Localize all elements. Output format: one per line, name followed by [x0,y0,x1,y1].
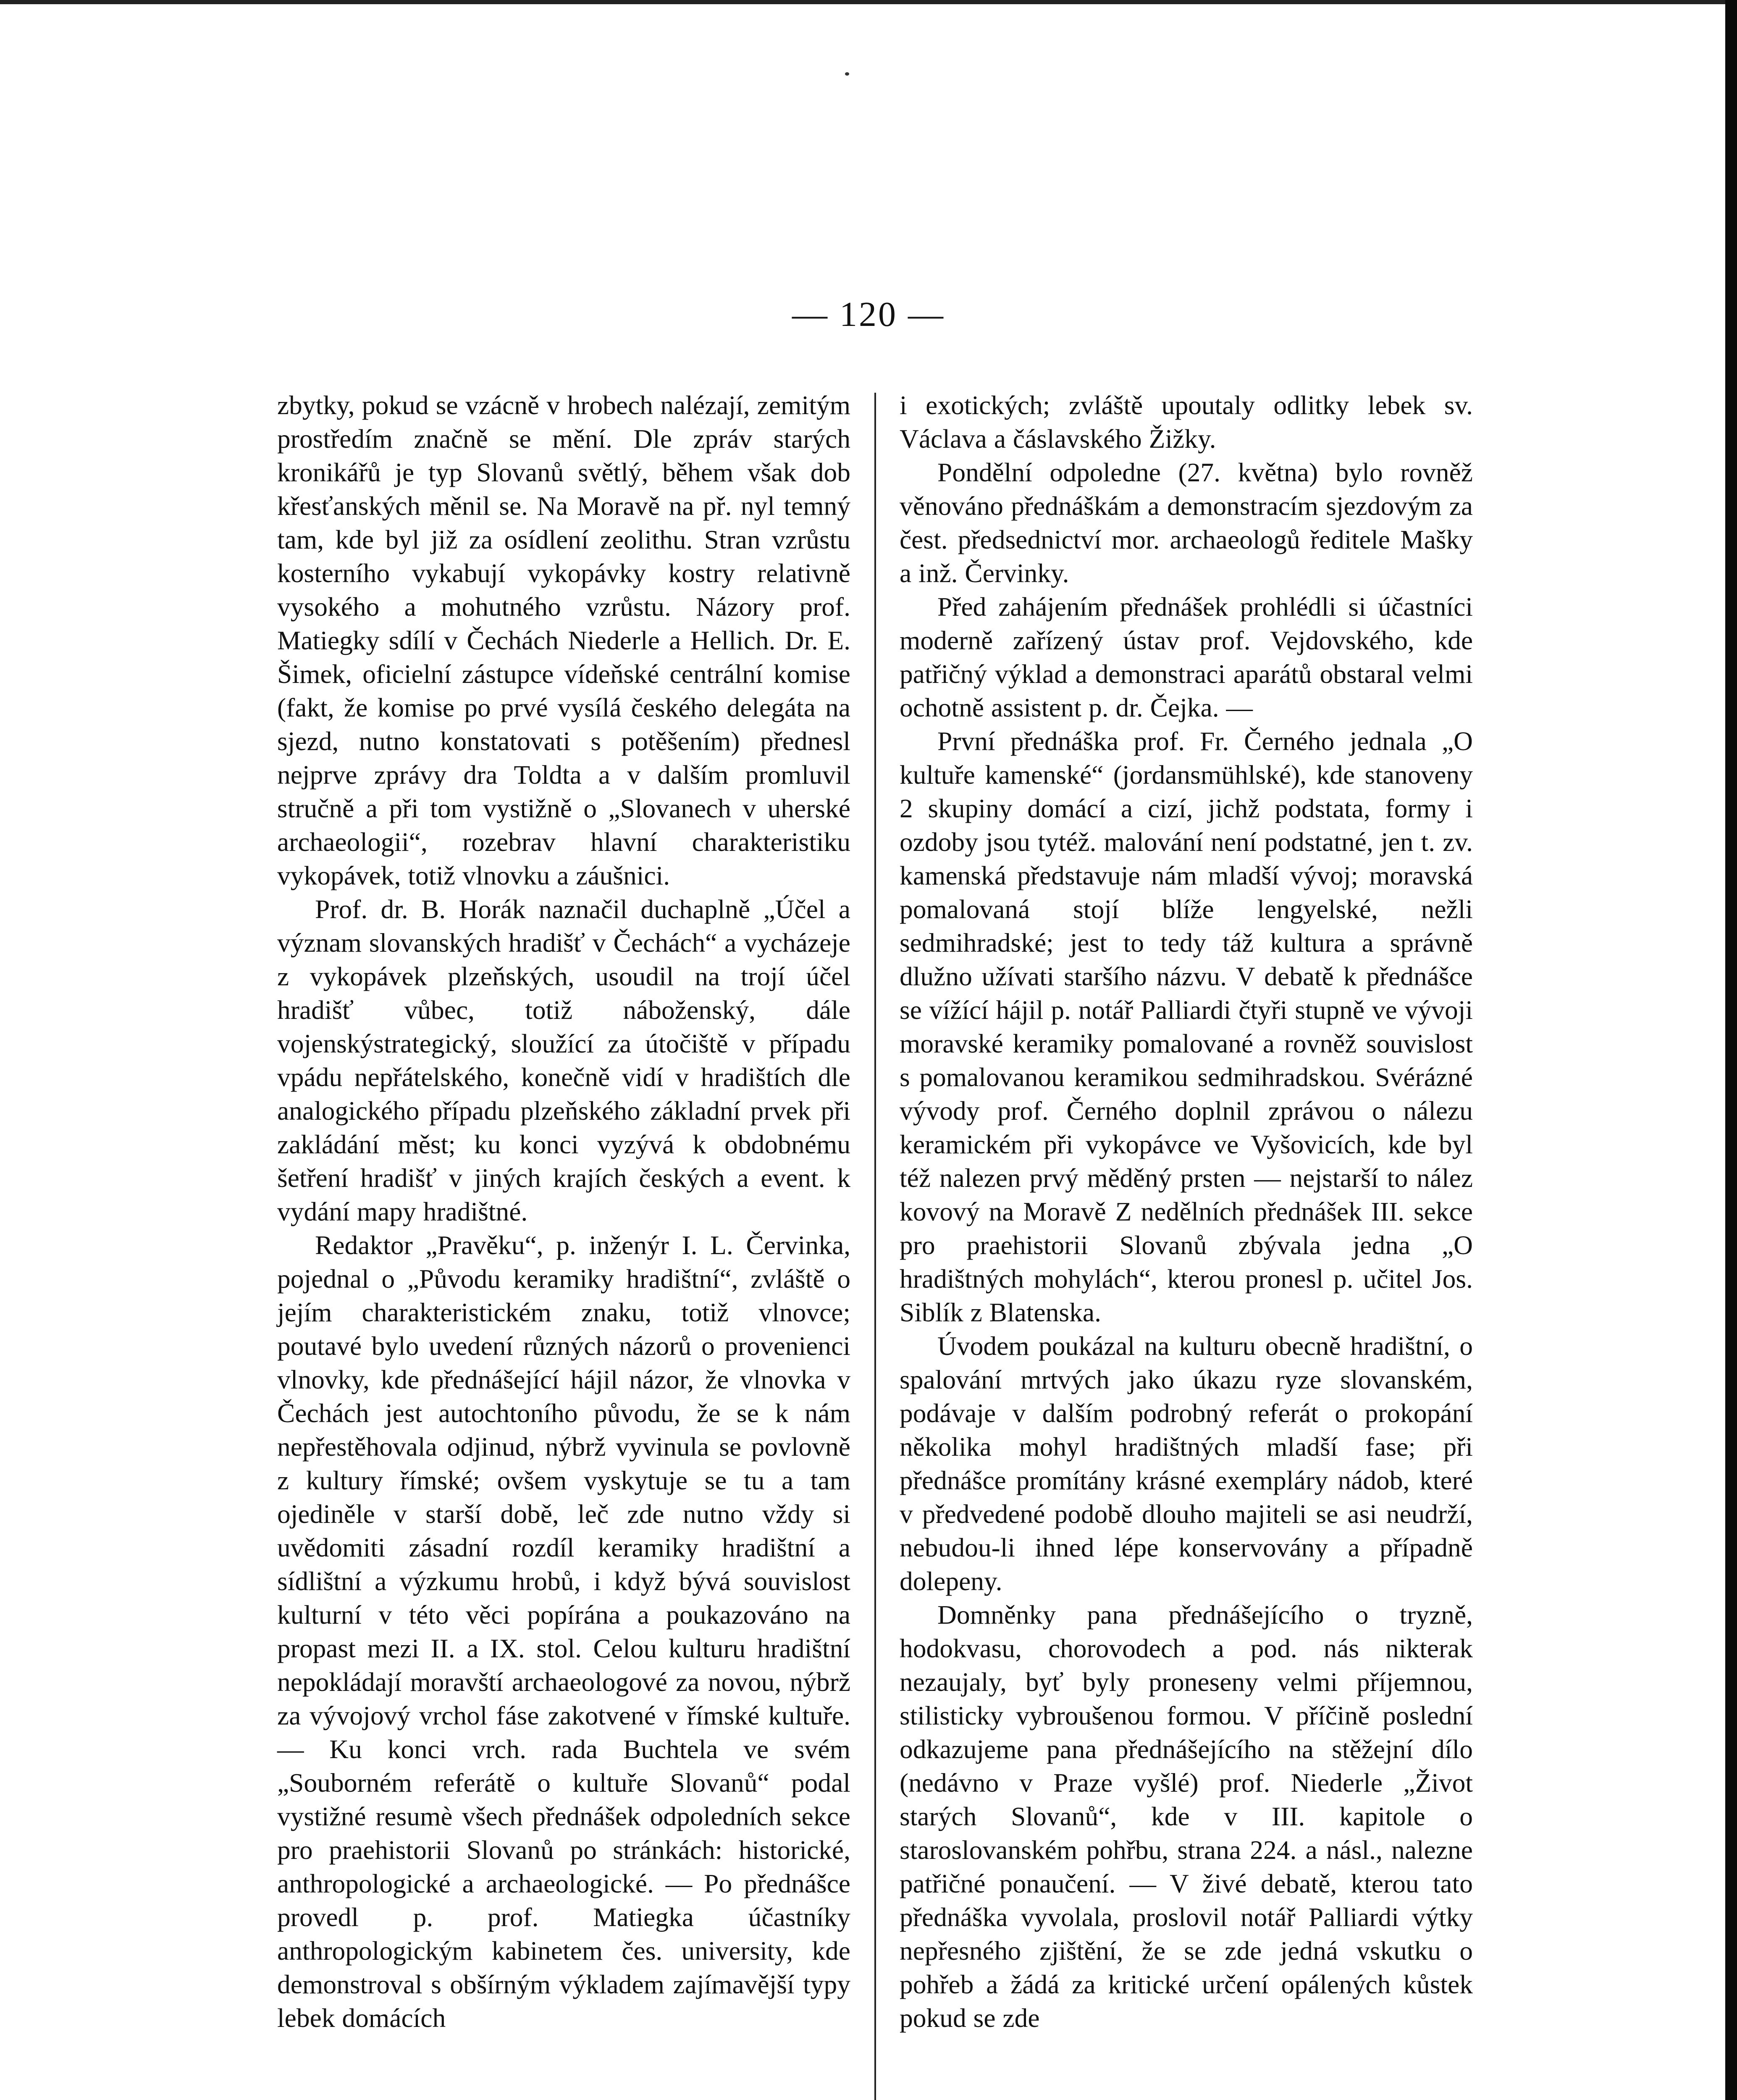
page-number: — 120 — [792,295,945,334]
paragraph: Pondělní odpoledne (27. května) bylo rovněž věnováno přednáškám a demonstracím sjezdovým za čest. předsednictví mor. archaeologů ředitele Mašky a inž. Červinky. [900,457,1473,588]
left-column [277,388,850,2035]
right-column [900,388,1473,2035]
column-divider [874,393,876,2100]
paragraph: i exotických; zvláště upoutaly odlitky lebek sv. Václava a čáslavského Žižky. [900,390,1473,454]
scan-top-edge [0,0,1737,4]
paragraph: Redaktor „Pravěku“, p. inženýr I. L. Červinka, pojednal o „Původu keramiky hradištní“, zvláště o jejím charakteristickém znaku, totiž vlnovce; poutavé bylo uvedení různých názorů o provenienci vlnovky, kde přednášející hájil názor, že vlnovka v Čechách jest autochtoního původu, že se k nám nepřestěhovala odjinud, nýbrž vyvinula se povlovně z kultury římské; ovšem vyskytuje se tu a tam ojediněle v starší době, leč zde nutno vždy si uvědomiti zásadní rozdíl keramiky hradištní a sídlištní a výzkumu hrobů, i když bývá souvislost kulturní v této věci popírána a poukazováno na propast mezi II. a IX. stol. Celou kulturu hradištní nepokládají moravští archaeologové za novou, nýbrž za vývojový vrchol fáse zakotvené v římské kultuře. — Ku konci vrch. rada Buchtela ve svém „Souborném referátě o kultuře Slovanů“ podal vystižné resumè všech přednášek odpoledních sekce pro praehistorii Slovanů po stránkách: historické, anthropologické a archaeologické. — Po přednášce provedl p. prof. Matiegka účastníky anthropologickým kabinetem čes. university, kde demonstroval s obšírným výkladem zajímavější typy lebek domácích [277,1230,850,2033]
paragraph: První přednáška prof. Fr. Černého jednala „O kultuře kamenské“ (jordansmühlské), kde stanoveny 2 skupiny domácí a cizí, jichž podstata, formy i ozdoby jsou tytéž. malování není podstatné, jen t. zv. kamenská představuje nám mladší vývoj; moravská pomalovaná stojí blíže lengyelské, nežli sedmihradské; jest to tedy táž kultura a správně dlužno užívati staršího názvu. V debatě k přednášce se vížící hájil p. notář Palliardi čtyři stupně ve vývoji moravské keramiky pomalované a rovněž souvislost s pomalovanou keramikou sedmihradskou. Svérázné vývody prof. Černého doplnil zprávou o nálezu keramickém při vykopávce ve Vyšovicích, kde byl též nalezen prvý měděný prsten — nejstarší to nález kovový na Moravě Z nedělních přednášek III. sekce pro praehistorii Slovanů zbývala jedna „O hradištných mohylách“, kterou pronesl p. učitel Jos. Siblík z Blatenska. [900,726,1473,1327]
scan-speck [845,72,849,76]
paragraph: Před zahájením přednášek prohlédli si účastníci moderně zařízený ústav prof. Vejdovského, kde patřičný výklad a demonstraci aparátů obstaral velmi ochotně assistent p. dr. Čejka. — [900,592,1473,722]
paragraph: zbytky, pokud se vzácně v hrobech nalézají, zemitým prostředím značně se mění. Dle zpráv starých kronikářů je typ Slovanů světlý, během však dob křesťanských měnil se. Na Moravě na př. nyl temný tam, kde byl již za osídlení zeolithu. Stran vzrůstu kosterního vykabují vykopávky kostry relativně vysokého a mohutného vzrůstu. Názory prof. Matiegky sdílí v Čechách Niederle a Hellich. Dr. E. Šimek, oficielní zástupce vídeňské centrální komise (fakt, že komise po prvé vysílá českého delegáta na sjezd, nutno konstatovati s potěšením) přednesl nejprve zprávy dra Toldta a v dalším promluvil stručně a při tom vystižně o „Slovanech v uherské archaeologii“, rozebrav hlavní charakteristiku vykopávek, totiž vlnovku a záušnici. [277,390,850,890]
paragraph: Domněnky pana přednášejícího o tryzně, hodokvasu, chorovodech a pod. nás nikterak nezaujaly, byť byly proneseny velmi příjemnou, stilisticky vybroušenou formou. V příčině poslední odkazujeme pana přednášejícího na stěžejní dílo (nedávno v Praze vyšlé) prof. Niederle „Život starých Slovanů“, kde v III. kapitole o staroslovanském pohřbu, strana 224. a násl., nalezne patřičné ponaučení. — V živé debatě, kterou tato přednáška vyvolala, proslovil notář Palliardi výtky nepřesného zjištění, že se zde jedná vskutku o pohřeb a žádá za kritické určení opálených kůstek pokud se zde [900,1600,1473,2033]
text-columns [277,388,1482,2100]
paragraph: Prof. dr. B. Horák naznačil duchaplně „Účel a význam slovanských hradišť v Čechách“ a vycházeje z vykopávek plzeňských, usoudil na trojí účel hradišť vůbec, totiž náboženský, dále vojenskýstrategický, sloužící za útočiště v případu vpádu nepřátelského, konečně vidí v hradištích dle analogického případu plzeňského základní prvek při zakládání měst; ku konci vyzývá k obdobnému šetření hradišť v jiných krajích českých a event. k vydání mapy hradištné. [277,894,850,1226]
paragraph: Úvodem poukázal na kulturu obecně hradištní, o spalování mrtvých jako úkazu ryze slovanském, podávaje v dalším podrobný referát o prokopání několika mohyl hradištných mladší fase; při přednášce promítány krásné exempláry nádob, které v předvedené podobě dlouho majiteli se asi neudrží, nebudou-li ihned lépe konservovány a případně dolepeny. [900,1331,1473,1596]
